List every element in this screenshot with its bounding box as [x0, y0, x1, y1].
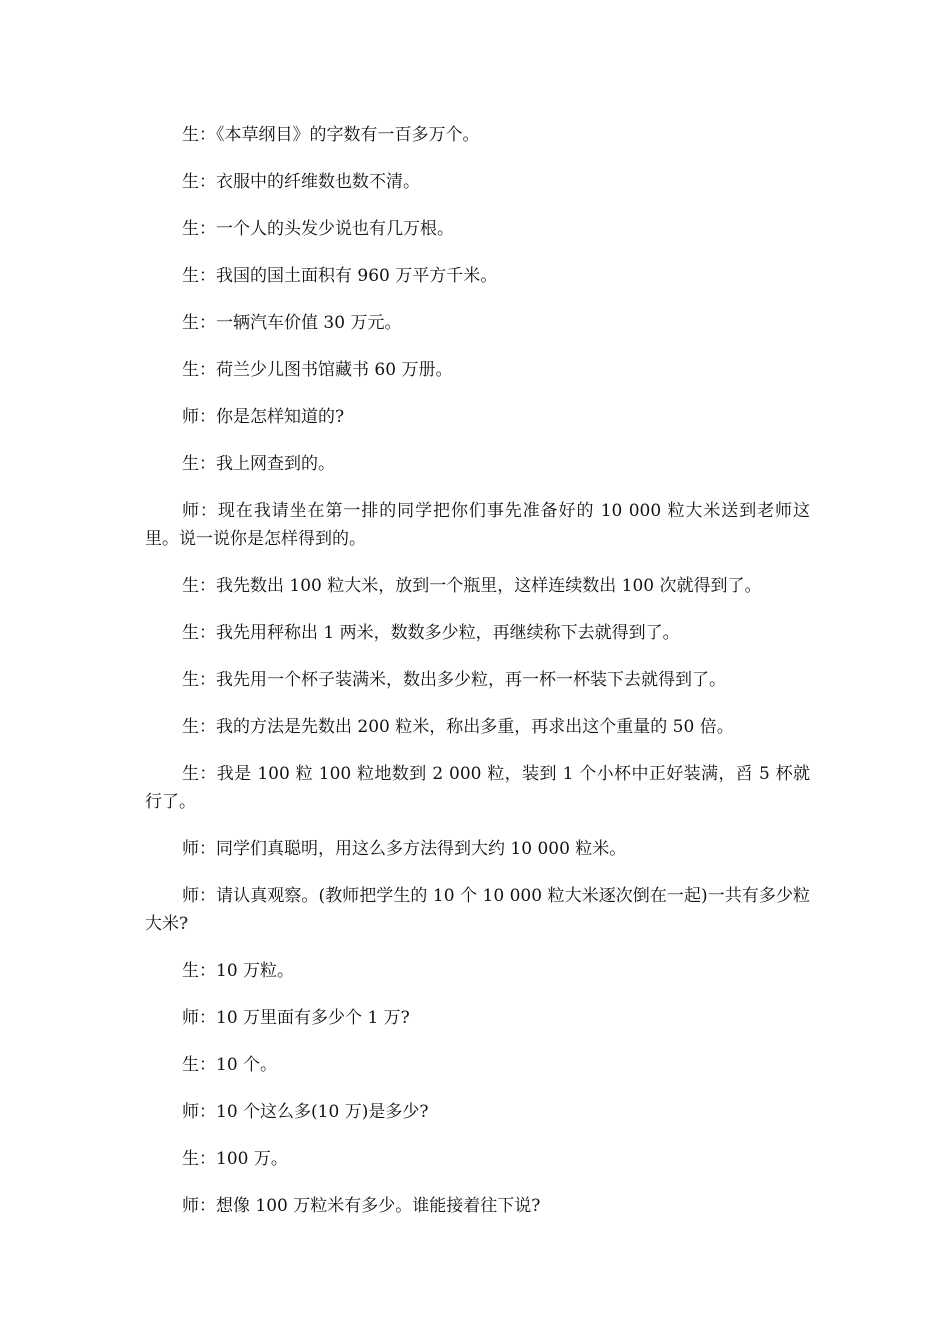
dialogue-line: 生：我先数出 100 粒大米，放到一个瓶里，这样连续数出 100 次就得到了。	[182, 576, 762, 596]
document-body	[145, 121, 810, 1239]
dialogue-line: 师：10 万里面有多少个 1 万?	[182, 1008, 410, 1028]
dialogue-line: 师：现在我请坐在第一排的同学把你们事先准备好的 10 000 粒大米送到老师这里。说一说你是怎样得到的。	[145, 501, 810, 549]
dialogue-line: 生：《本草纲目》的字数有一百多万个。	[182, 125, 480, 145]
dialogue-line: 生：我先用一个杯子装满米，数出多少粒，再一杯一杯装下去就得到了。	[182, 670, 726, 690]
dialogue-line: 生：荷兰少儿图书馆藏书 60 万册。	[182, 360, 453, 380]
dialogue-line: 师：你是怎样知道的?	[182, 407, 345, 427]
dialogue-line: 生：我国的国土面积有 960 万平方千米。	[182, 266, 498, 286]
dialogue-line: 生：我上网查到的。	[182, 454, 335, 474]
dialogue-line: 师：10 个这么多(10 万)是多少?	[182, 1102, 429, 1122]
dialogue-line: 生：10 个。	[182, 1055, 278, 1075]
dialogue-line: 生：我先用秤称出 1 两米，数数多少粒，再继续称下去就得到了。	[182, 623, 680, 643]
dialogue-line: 生：10 万粒。	[182, 961, 295, 981]
dialogue-line: 生：我是 100 粒 100 粒地数到 2 000 粒，装到 1 个小杯中正好装满，舀 5 杯就行了。	[145, 764, 810, 812]
dialogue-line: 生：100 万。	[182, 1149, 288, 1169]
dialogue-line: 生：衣服中的纤维数也数不清。	[182, 172, 420, 192]
dialogue-line: 生：我的方法是先数出 200 粒米，称出多重，再求出这个重量的 50 倍。	[182, 717, 734, 737]
dialogue-line: 师：请认真观察。(教师把学生的 10 个 10 000 粒大米逐次倒在一起)一共有多少粒大米?	[145, 886, 810, 934]
dialogue-line: 师：同学们真聪明，用这么多方法得到大约 10 000 粒米。	[182, 839, 627, 859]
dialogue-line: 生：一个人的头发少说也有几万根。	[182, 219, 454, 239]
dialogue-line: 师：想像 100 万粒米有多少。谁能接着往下说?	[182, 1196, 541, 1216]
dialogue-line: 生：一辆汽车价值 30 万元。	[182, 313, 402, 333]
